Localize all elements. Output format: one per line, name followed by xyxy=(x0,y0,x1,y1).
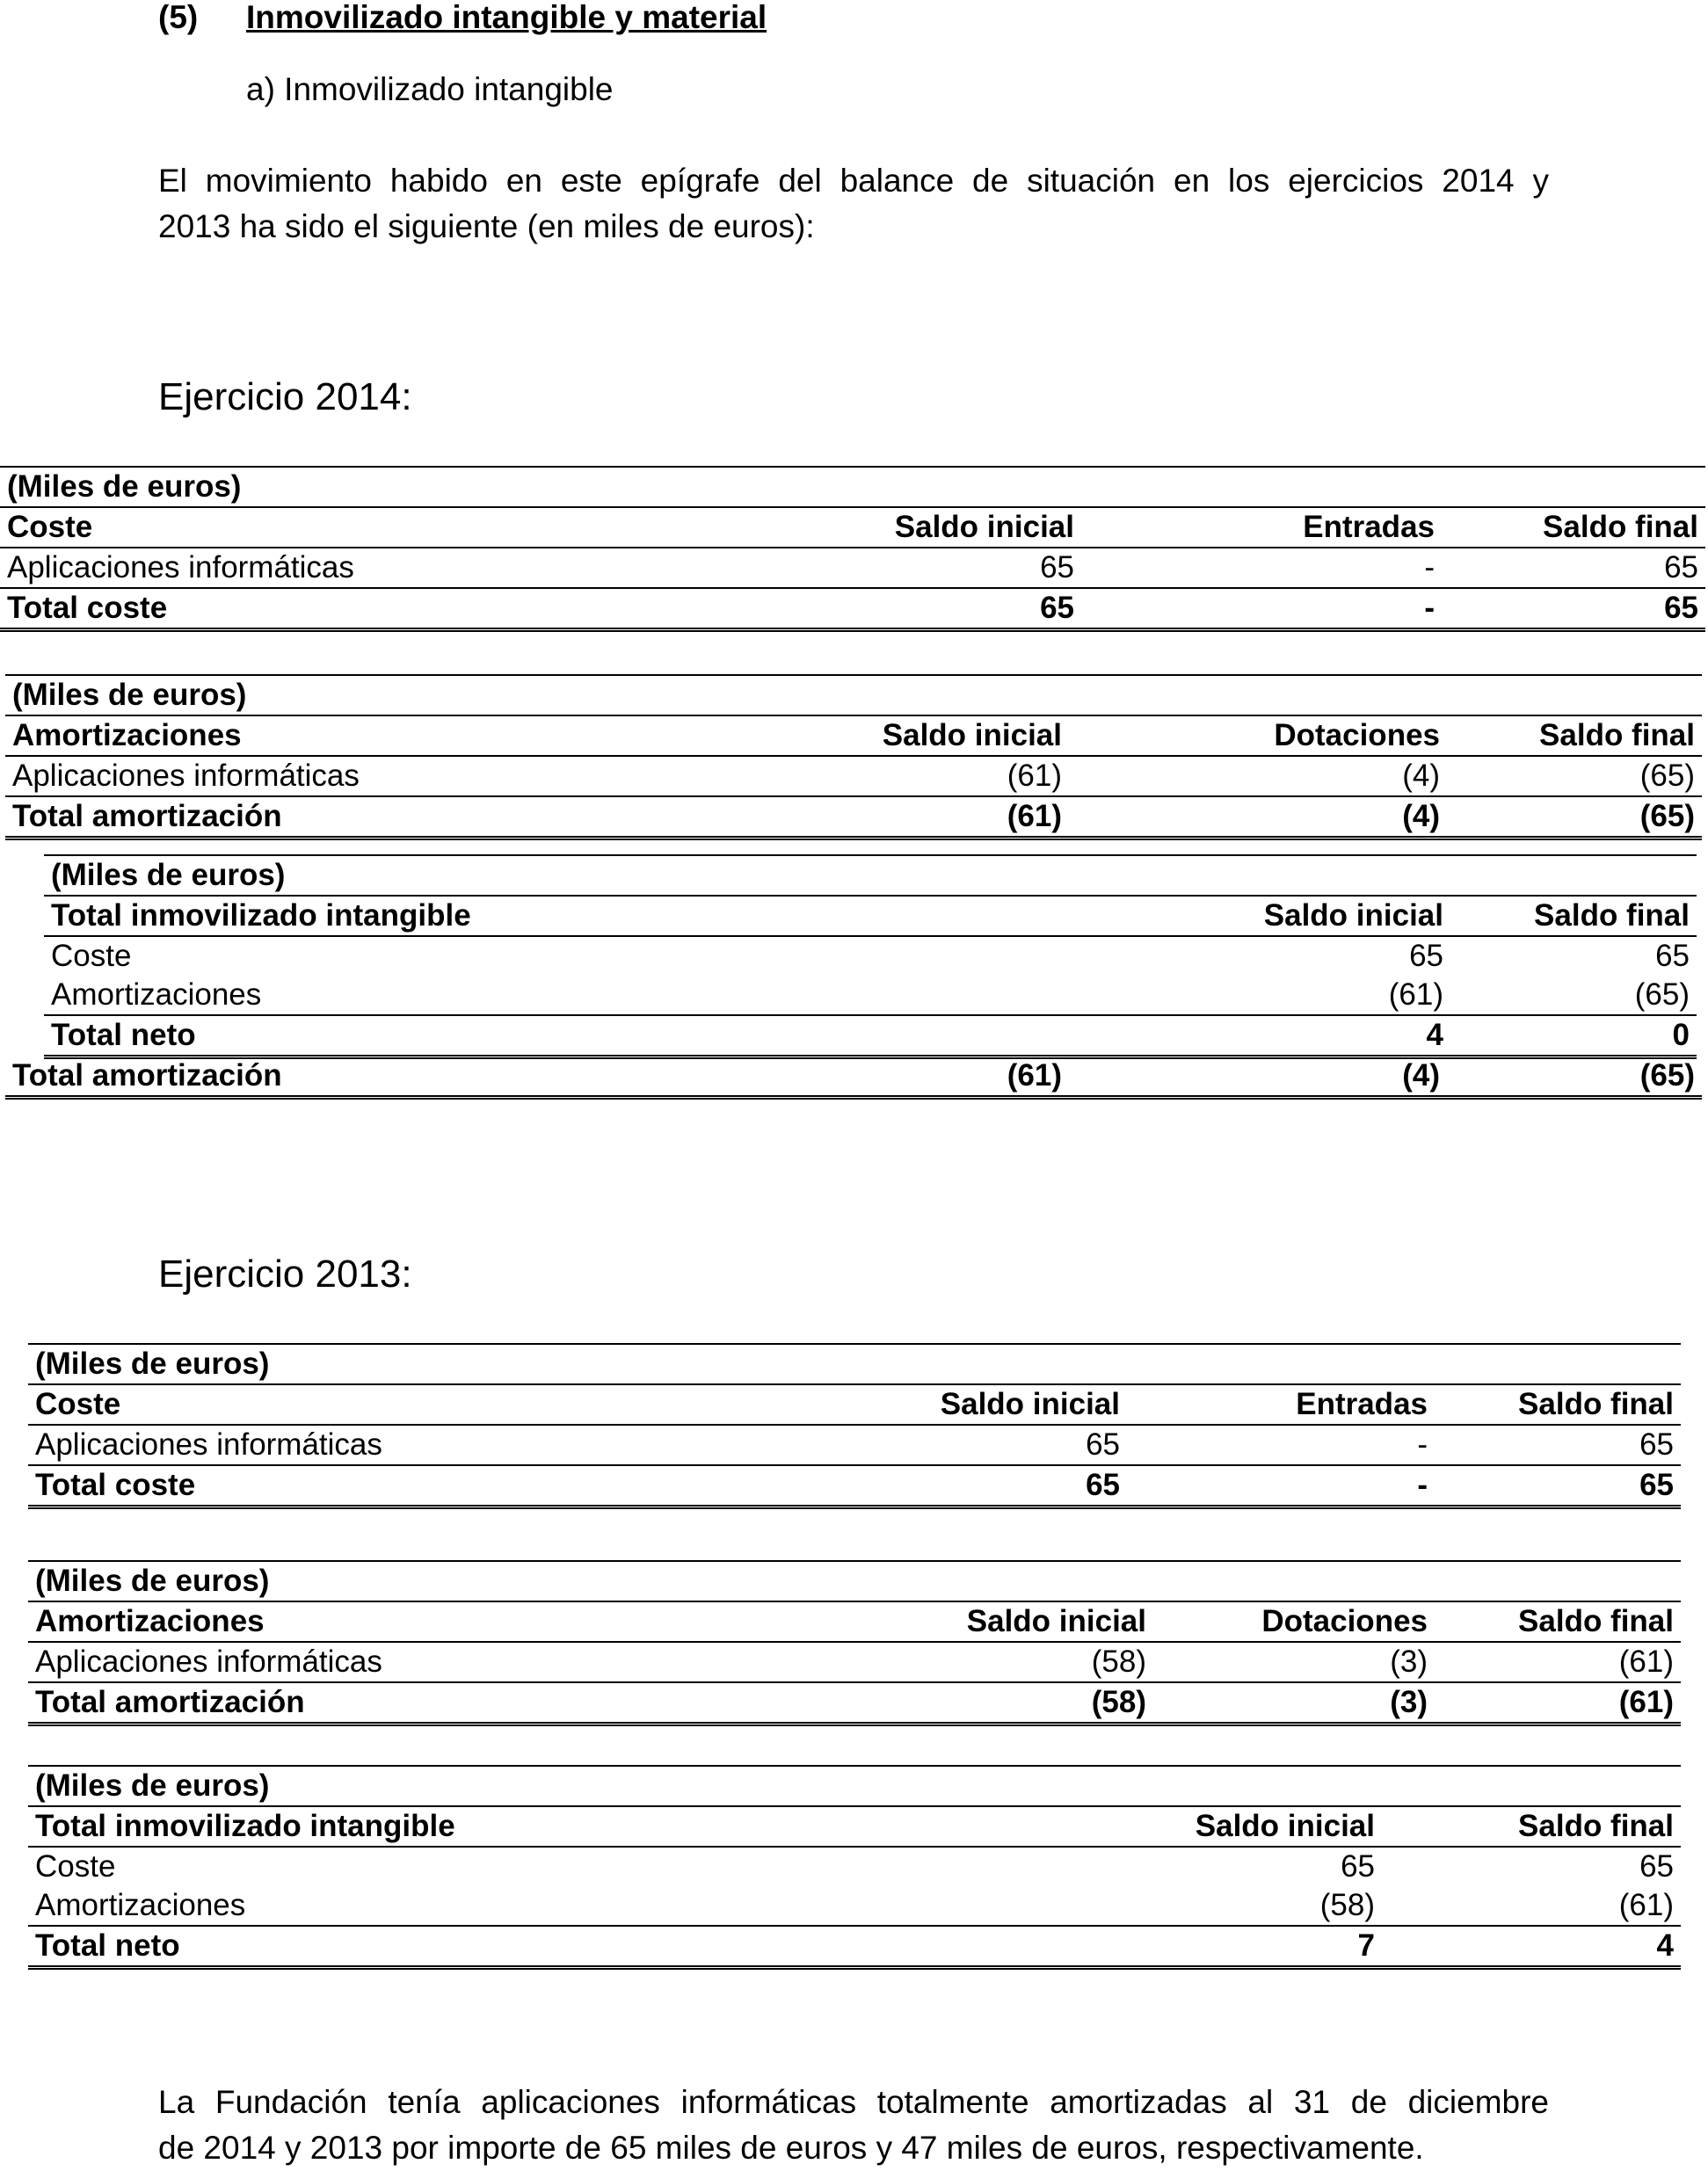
total-row xyxy=(28,1682,1681,1724)
units-label: (Miles de euros) xyxy=(28,1766,1681,1806)
total-row xyxy=(0,588,1705,630)
cell-dotaciones: (4) xyxy=(1402,759,1440,793)
total-saldo-inicial: 7 xyxy=(1083,1926,1382,1968)
header-saldo-inicial: Saldo inicial xyxy=(723,1384,1127,1425)
total-saldo-final: 4 xyxy=(1382,1926,1681,1968)
total-row xyxy=(28,1926,1681,1968)
total-saldo-final: (65) xyxy=(1447,1056,1702,1098)
table-row xyxy=(28,1886,1681,1926)
cell-saldo-inicial: 65 xyxy=(1409,939,1443,973)
header-saldo-inicial: Saldo inicial xyxy=(694,507,1081,548)
table-2014-amortizaciones xyxy=(5,674,1702,840)
table-row xyxy=(28,1847,1681,1886)
cell-entradas: - xyxy=(1417,1427,1428,1462)
cell-saldo-final: (65) xyxy=(1634,977,1690,1012)
units-label: (Miles de euros) xyxy=(44,855,1697,896)
units-label: (Miles de euros) xyxy=(5,675,1702,715)
total-saldo-inicial: 65 xyxy=(694,588,1081,630)
table-2013-neto xyxy=(28,1765,1681,1970)
total-row xyxy=(44,1015,1697,1057)
header-dotaciones: Dotaciones xyxy=(1153,1601,1435,1642)
header-saldo-inicial: Saldo inicial xyxy=(1055,896,1450,936)
cell-saldo-inicial: 65 xyxy=(1086,1427,1120,1462)
row-label: Aplicaciones informáticas xyxy=(12,759,360,793)
total-label: Total amortización xyxy=(28,1682,723,1724)
section-heading xyxy=(158,0,767,35)
total-dotaciones: (3) xyxy=(1153,1682,1435,1724)
row-label: Aplicaciones informáticas xyxy=(35,1427,382,1462)
table-2013-amortizaciones xyxy=(28,1560,1681,1726)
cell-saldo-inicial: (58) xyxy=(1319,1888,1375,1922)
cell-saldo-final: (65) xyxy=(1639,759,1695,793)
total-entradas: - xyxy=(1127,1465,1435,1507)
header-category: Coste xyxy=(28,1384,723,1425)
table-row xyxy=(0,548,1705,588)
closing-line-2: de 2014 y 2013 por importe de 65 miles de euros y 47 miles de euros, respectivamente. xyxy=(158,2130,1424,2166)
total-dotaciones: (4) xyxy=(1069,796,1447,839)
header-category: Amortizaciones xyxy=(28,1601,723,1642)
units-label: (Miles de euros) xyxy=(28,1561,1681,1601)
table-2013-coste xyxy=(28,1343,1681,1509)
row-label: Amortizaciones xyxy=(35,1888,246,1922)
total-label: Total neto xyxy=(44,1015,1055,1057)
units-label: (Miles de euros) xyxy=(0,467,1705,507)
row-label: Aplicaciones informáticas xyxy=(7,550,354,584)
total-saldo-final: (65) xyxy=(1447,796,1702,839)
year-2014-heading: Ejercicio 2014: xyxy=(158,375,412,418)
table-row xyxy=(5,756,1702,796)
header-saldo-final: Saldo final xyxy=(1450,896,1697,936)
header-category: Amortizaciones xyxy=(5,715,700,756)
intro-line-1: El movimiento habido en este epígrafe del balance de situación en los ejercicios 2014 y xyxy=(158,163,1549,199)
cell-saldo-inicial: (61) xyxy=(1388,977,1443,1012)
closing-line-1: La Fundación tenía aplicaciones informáticas totalmente amortizadas al 31 de diciembre xyxy=(158,2084,1549,2120)
cell-entradas: - xyxy=(1424,550,1435,584)
header-saldo-inicial: Saldo inicial xyxy=(1083,1806,1382,1847)
closing-paragraph xyxy=(158,2080,1549,2171)
table-row xyxy=(28,1425,1681,1465)
header-saldo-final: Saldo final xyxy=(1435,1601,1681,1642)
total-row xyxy=(5,1056,1702,1098)
header-entradas: Entradas xyxy=(1081,507,1442,548)
total-label: Total amortización xyxy=(5,1056,700,1098)
table-2014-amort-repeat xyxy=(5,1056,1702,1100)
total-row xyxy=(5,796,1702,839)
total-saldo-final: 0 xyxy=(1450,1015,1697,1057)
cell-saldo-final: 65 xyxy=(1639,1427,1674,1462)
row-label: Amortizaciones xyxy=(51,977,262,1012)
total-label: Total neto xyxy=(28,1926,1083,1968)
section-title: Inmovilizado intangible y material xyxy=(246,0,767,35)
cell-saldo-final: 65 xyxy=(1664,550,1698,584)
table-2014-coste xyxy=(0,466,1705,632)
row-label: Coste xyxy=(51,939,132,973)
total-label: Total coste xyxy=(0,588,694,630)
intro-line-2: 2013 ha sido el siguiente (en miles de euros): xyxy=(158,208,815,244)
header-category: Coste xyxy=(0,507,694,548)
total-saldo-inicial: 4 xyxy=(1055,1015,1450,1057)
cell-saldo-inicial: (61) xyxy=(1007,759,1062,793)
cell-saldo-inicial: 65 xyxy=(1341,1849,1375,1884)
total-saldo-inicial: (61) xyxy=(700,1056,1069,1098)
header-entradas: Entradas xyxy=(1127,1384,1435,1425)
total-saldo-inicial: 65 xyxy=(723,1465,1127,1507)
table-row xyxy=(44,976,1697,1015)
table-row xyxy=(44,936,1697,976)
total-saldo-inicial: (61) xyxy=(700,796,1069,839)
cell-dotaciones: (3) xyxy=(1390,1645,1428,1679)
header-saldo-final: Saldo final xyxy=(1442,507,1705,548)
table-2014-neto xyxy=(44,854,1697,1059)
header-dotaciones: Dotaciones xyxy=(1069,715,1447,756)
total-entradas: - xyxy=(1081,588,1442,630)
header-saldo-final: Saldo final xyxy=(1447,715,1702,756)
cell-saldo-final: (61) xyxy=(1618,1645,1674,1679)
header-category: Total inmovilizado intangible xyxy=(44,896,1055,936)
intro-paragraph xyxy=(158,158,1549,250)
table-row xyxy=(28,1642,1681,1682)
cell-saldo-final: 65 xyxy=(1639,1849,1674,1884)
row-label: Aplicaciones informáticas xyxy=(35,1645,382,1679)
total-dotaciones: (4) xyxy=(1069,1056,1447,1098)
cell-saldo-final: 65 xyxy=(1655,939,1690,973)
header-saldo-final: Saldo final xyxy=(1382,1806,1681,1847)
cell-saldo-inicial: 65 xyxy=(1040,550,1074,584)
total-label: Total amortización xyxy=(5,796,700,839)
total-label: Total coste xyxy=(28,1465,723,1507)
total-row xyxy=(28,1465,1681,1507)
header-saldo-final: Saldo final xyxy=(1435,1384,1681,1425)
row-label: Coste xyxy=(35,1849,116,1884)
total-saldo-final: (61) xyxy=(1435,1682,1681,1724)
year-2013-heading: Ejercicio 2013: xyxy=(158,1252,412,1296)
total-saldo-final: 65 xyxy=(1435,1465,1681,1507)
header-category: Total inmovilizado intangible xyxy=(28,1806,1083,1847)
total-saldo-inicial: (58) xyxy=(723,1682,1153,1724)
section-number: (5) xyxy=(158,0,199,35)
cell-saldo-final: (61) xyxy=(1618,1888,1674,1922)
subsection-title: a) Inmovilizado intangible xyxy=(246,71,614,107)
cell-saldo-inicial: (58) xyxy=(1091,1645,1146,1679)
units-label: (Miles de euros) xyxy=(28,1344,1681,1384)
total-saldo-final: 65 xyxy=(1442,588,1705,630)
header-saldo-inicial: Saldo inicial xyxy=(723,1601,1153,1642)
header-saldo-inicial: Saldo inicial xyxy=(700,715,1069,756)
